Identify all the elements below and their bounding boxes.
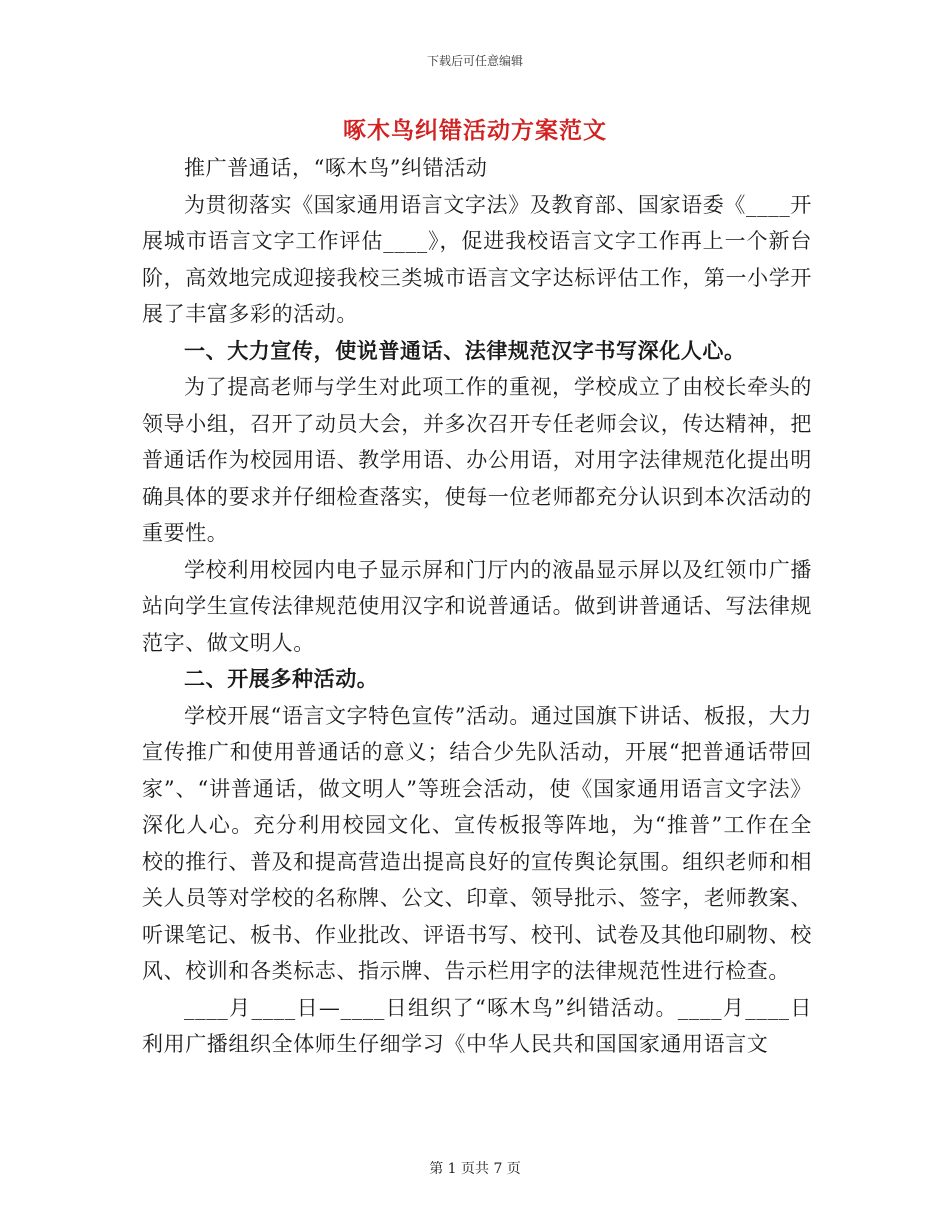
page-header: 下载后可任意编辑 xyxy=(426,54,523,68)
section2-paragraph-2: ____月____日—____日组织了“啄木鸟”纠错活动。____月____日利用广播组织全体师生仔细学习《中华人民共和国国家通用语言文 xyxy=(142,995,812,1056)
document-title: 啄木鸟纠错活动方案范文 xyxy=(343,117,607,144)
document-body xyxy=(142,150,812,1063)
section1-heading: 一、大力宣传，使说普通话、法律规范汉字书写深化人心。 xyxy=(184,337,746,363)
section2-heading: 二、开展多种活动。 xyxy=(184,666,379,691)
section1-paragraph-1: 为了提高老师与学生对此项工作的重视，学校成立了由校长牵头的领导小组，召开了动员大会，并多次召开专任老师会议，传达精神，把普通话作为校园用语、教学用语、办公用语，对用字法律规范化提出明确具体的要求并仔细检查落实，使每一位老师都充分认识到本次活动的重要性。 xyxy=(142,375,812,545)
section1-paragraph-2: 学校利用校园内电子显示屏和门厅内的液晶显示屏以及红领巾广播站向学生宣传法律规范使用汉字和说普通话。做到讲普通话、写法律规范字、做文明人。 xyxy=(142,557,812,655)
subtitle-paragraph: 推广普通话，“啄木鸟”纠错活动 xyxy=(184,156,488,180)
section2-paragraph-1: 学校开展“语言文字特色宣传”活动。通过国旗下讲话、板报，大力宣传推广和使用普通话的意义；结合少先队活动，开展“把普通话带回家”、“讲普通话，做文明人”等班会活动，使《国家通用语言文字法》深化人心。充分利用校园文化、宣传板报等阵地，为“推普”工作在全校的推行、普及和提高营造出提高良好的宣传舆论氛围。组织老师和相关人员等对学校的名称牌、公文、印章、领导批示、签字，老师教案、听课笔记、板书、作业批改、评语书写、校刊、试卷及其他印刷物、校风、校训和各类标志、指示牌、告示栏用字的法律规范性进行检查。 xyxy=(142,703,812,983)
page-footer: 第 1 页共 7 页 xyxy=(429,1161,521,1177)
intro-paragraph: 为贯彻落实《国家通用语言文字法》及教育部、国家语委《____开展城市语言文字工作评估____》，促进我校语言文字工作再上一个新台阶，高效地完成迎接我校三类城市语言文字达标评估工作，第一小学开展了丰富多彩的活动。 xyxy=(142,192,812,326)
